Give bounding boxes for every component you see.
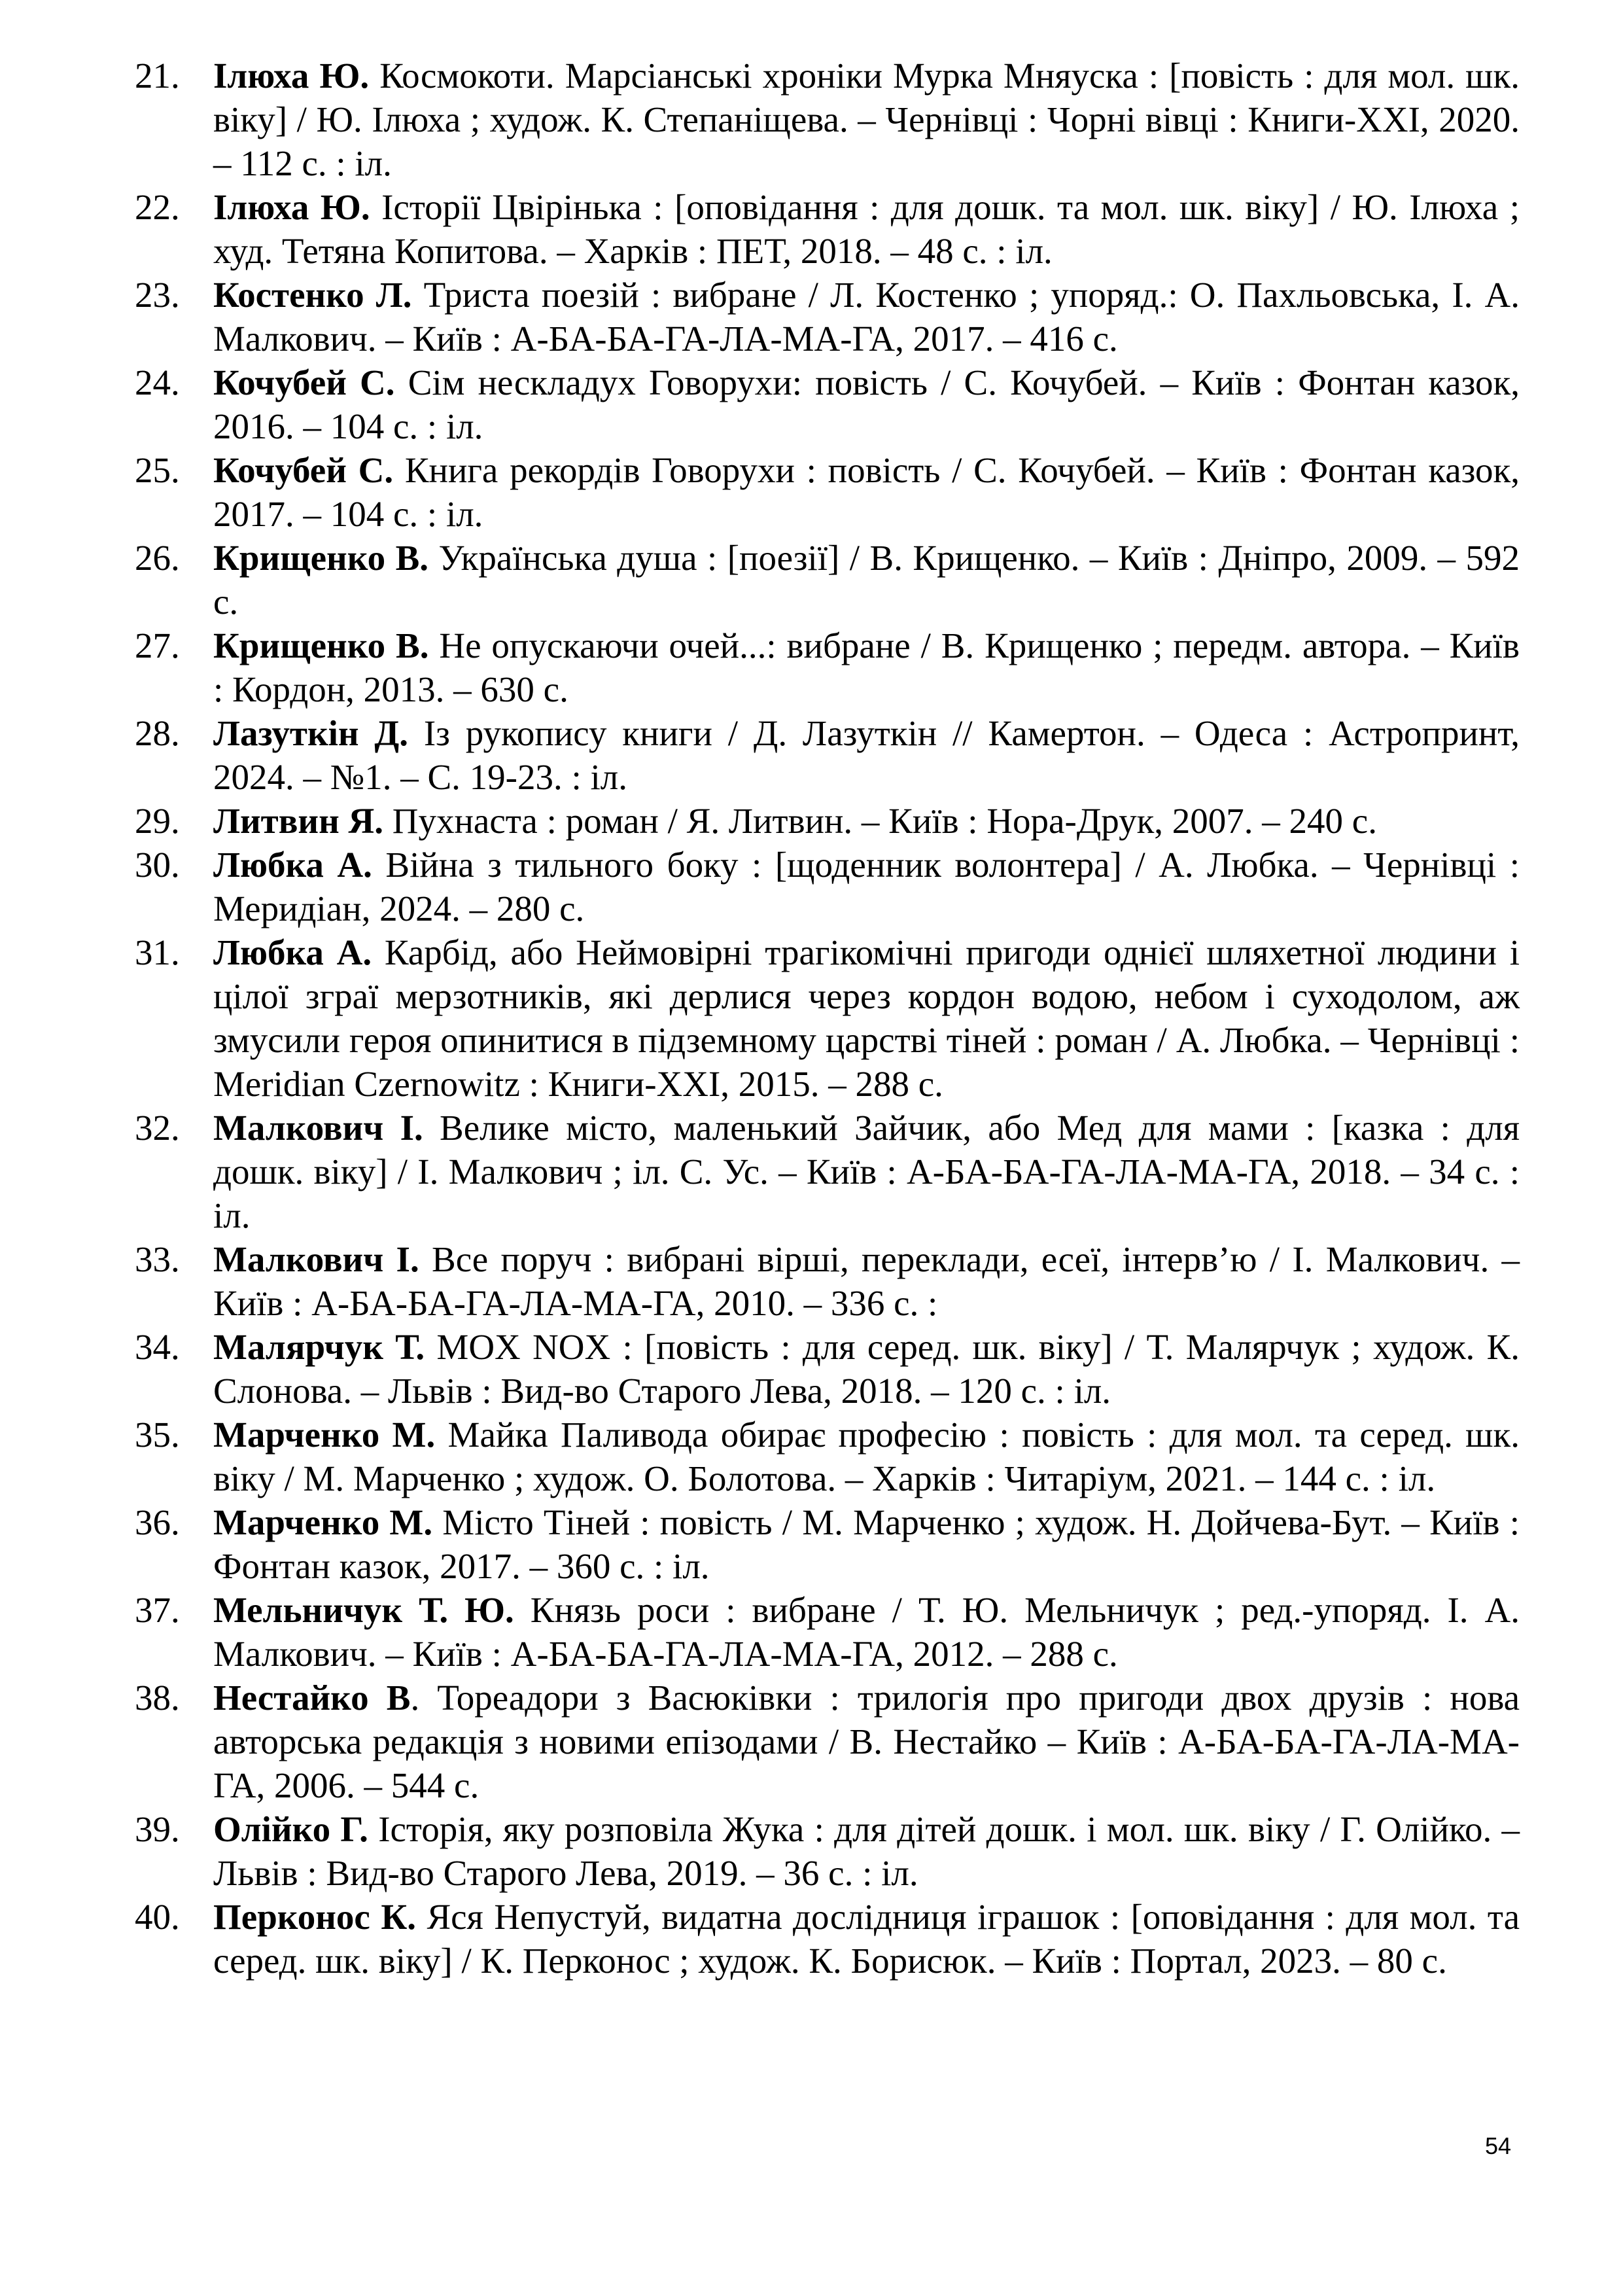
bibliography-entry <box>135 624 1520 711</box>
entry-description: Пухнаста : роман / Я. Литвин. – Київ : Нора-Друк, 2007. – 240 с. <box>383 801 1377 841</box>
entry-description: Велике місто, маленький Зайчик, або Мед для мами : [казка : для дошк. віку] / І. Малкович ; іл. С. Ус. – Київ : А-БА-БА-ГА-ЛА-МА-ГА, 2018. – 34 с. : іл. <box>213 1108 1520 1235</box>
bibliography-entry <box>135 1237 1520 1325</box>
entry-number: 37. <box>135 1590 180 1630</box>
entry-author: Костенко Л. <box>213 275 412 315</box>
bibliography-entry <box>135 1588 1520 1676</box>
entry-author: Малкович І. <box>213 1239 419 1279</box>
entry-author: Ілюха Ю. <box>213 56 370 96</box>
entry-description: Князь роси : вибране / Т. Ю. Мельничук ; ред.-упоряд. І. А. Малкович. – Київ : А-БА-БА-ГА-ЛА-МА-ГА, 2012. – 288 с. <box>213 1590 1520 1674</box>
entry-author: Малкович І. <box>213 1108 423 1148</box>
entry-description: Місто Тіней : повість / М. Марченко ; худож. Н. Дойчева-Бут. – Київ : Фонтан казок, 2017. – 360 с. : іл. <box>213 1502 1520 1586</box>
entry-author: Любка А. <box>213 932 372 972</box>
entry-description: Все поруч : вибрані вірші, переклади, есеї, інтерв’ю / І. Малкович. – Київ : А-БА-БА-ГА-ЛА-МА-ГА, 2010. – 336 с. : <box>213 1239 1520 1323</box>
entry-author: Литвин Я. <box>213 801 383 841</box>
entry-author: Кочубей С. <box>213 362 395 402</box>
entry-author: Перконос К. <box>213 1897 416 1937</box>
entry-description: Карбід, або Неймовірні трагікомічні пригоди однієї шляхетної людини і цілої зграї мерзотників, які дерлися через кордон водою, небом і суходолом, аж змусили героя опинитися в підземному царстві тіней : роман / А. Любка. – Чернівці : Meridian Czernowitz : Книги-XXI, 2015. – 288 с. <box>213 932 1520 1104</box>
entry-description: Триста поезій : вибране / Л. Костенко ; упоряд.: О. Пахльовська, І. А. Малкович. – Київ : А-БА-БА-ГА-ЛА-МА-ГА, 2017. – 416 с. <box>213 275 1520 359</box>
entry-number: 27. <box>135 626 180 665</box>
entry-number: 36. <box>135 1502 180 1542</box>
entry-number: 40. <box>135 1897 180 1937</box>
bibliography-entry <box>135 1807 1520 1895</box>
entry-number: 32. <box>135 1108 180 1148</box>
entry-author: Ілюха Ю. <box>213 187 370 227</box>
entry-number: 31. <box>135 932 180 972</box>
bibliography-list <box>135 54 1520 1983</box>
entry-author: Крищенко В. <box>213 626 429 665</box>
entry-author: Кочубей С. <box>213 450 394 490</box>
entry-number: 30. <box>135 845 180 885</box>
entry-number: 25. <box>135 450 180 490</box>
entry-description: Яся Непустуй, видатна дослідниця іграшок : [оповідання : для мол. та серед. шк. віку] / К. Перконос ; худож. К. Борисюк. – Київ : Портал, 2023. – 80 с. <box>213 1897 1520 1981</box>
bibliography-entry <box>135 711 1520 799</box>
page-number: 54 <box>1485 2132 1512 2159</box>
entry-author: Малярчук Т. <box>213 1327 425 1367</box>
entry-description: MOX NOX : [повість : для серед. шк. віку] / Т. Малярчук ; худож. К. Слонова. – Львів : Вид-во Старого Лева, 2018. – 120 с. : іл. <box>213 1327 1520 1411</box>
entry-author: Крищенко В. <box>213 538 429 578</box>
entry-description: Сім нескладух Говорухи: повість / С. Кочубей. – Київ : Фонтан казок, 2016. – 104 с. : іл. <box>213 362 1520 446</box>
entry-number: 22. <box>135 187 180 227</box>
bibliography-entry <box>135 799 1520 843</box>
bibliography-entry <box>135 1676 1520 1807</box>
bibliography-entry <box>135 1106 1520 1237</box>
entry-number: 39. <box>135 1809 180 1849</box>
entry-number: 35. <box>135 1415 180 1455</box>
bibliography-entry <box>135 930 1520 1106</box>
entry-author: Мельничук Т. Ю. <box>213 1590 514 1630</box>
bibliography-entry <box>135 1500 1520 1588</box>
entry-author: Марченко М. <box>213 1415 436 1455</box>
entry-description: Космокоти. Марсіанські хроніки Мурка Мняуска : [повість : для мол. шк. віку] / Ю. Ілюха ; худож. К. Степаніщева. – Чернівці : Чорні вівці : Книги-XXI, 2020. – 112 с. : іл. <box>213 56 1520 183</box>
bibliography-entry <box>135 1895 1520 1983</box>
entry-author: Лазуткін Д. <box>213 713 409 753</box>
entry-author: Нестайко В <box>213 1678 411 1718</box>
entry-description: Історії Цвірінька : [оповідання : для дошк. та мол. шк. віку] / Ю. Ілюха ; худ. Тетяна Копитова. – Харків : ПЕТ, 2018. – 48 с. : іл. <box>213 187 1520 271</box>
entry-number: 26. <box>135 538 180 578</box>
bibliography-entry <box>135 273 1520 361</box>
bibliography-entry <box>135 1325 1520 1413</box>
entry-number: 21. <box>135 56 180 96</box>
bibliography-entry <box>135 843 1520 930</box>
bibliography-entry <box>135 1413 1520 1500</box>
entry-number: 29. <box>135 801 180 841</box>
entry-number: 38. <box>135 1678 180 1718</box>
entry-description: Майка Паливода обирає професію : повість : для мол. та серед. шк. віку / М. Марченко ; худож. О. Болотова. – Харків : Читаріум, 2021. – 144 с. : іл. <box>213 1415 1520 1498</box>
bibliography-entry <box>135 185 1520 273</box>
entry-description: Українська душа : [поезії] / В. Крищенко. – Київ : Дніпро, 2009. – 592 с. <box>213 538 1520 622</box>
bibliography-entry <box>135 448 1520 536</box>
entry-number: 24. <box>135 362 180 402</box>
entry-number: 23. <box>135 275 180 315</box>
bibliography-entry <box>135 536 1520 624</box>
entry-author: Олійко Г. <box>213 1809 368 1849</box>
entry-number: 34. <box>135 1327 180 1367</box>
bibliography-entry <box>135 54 1520 185</box>
bibliography-entry <box>135 361 1520 448</box>
entry-description: . Тореадори з Васюківки : трилогія про пригоди двох друзів : нова авторська редакція з новими епізодами / В. Нестайко – Київ : А-БА-БА-ГА-ЛА-МА-ГА, 2006. – 544 с. <box>213 1678 1520 1805</box>
entry-number: 28. <box>135 713 180 753</box>
entry-number: 33. <box>135 1239 180 1279</box>
entry-description: Не опускаючи очей...: вибране / В. Крищенко ; передм. автора. – Київ : Кордон, 2013. – 630 с. <box>213 626 1520 709</box>
entry-description: Історія, яку розповіла Жука : для дітей дошк. і мол. шк. віку / Г. Олійко. – Львів : Вид-во Старого Лева, 2019. – 36 с. : іл. <box>213 1809 1520 1893</box>
entry-description: Із рукопису книги / Д. Лазуткін // Камертон. – Одеса : Астропринт, 2024. – №1. – С. 19-23. : іл. <box>213 713 1520 797</box>
entry-author: Марченко М. <box>213 1502 433 1542</box>
entry-description: Книга рекордів Говорухи : повість / С. Кочубей. – Київ : Фонтан казок, 2017. – 104 с. : іл. <box>213 450 1520 534</box>
entry-description: Війна з тильного боку : [щоденник волонтера] / А. Любка. – Чернівці : Меридіан, 2024. – 280 с. <box>213 845 1520 928</box>
entry-author: Любка А. <box>213 845 372 885</box>
